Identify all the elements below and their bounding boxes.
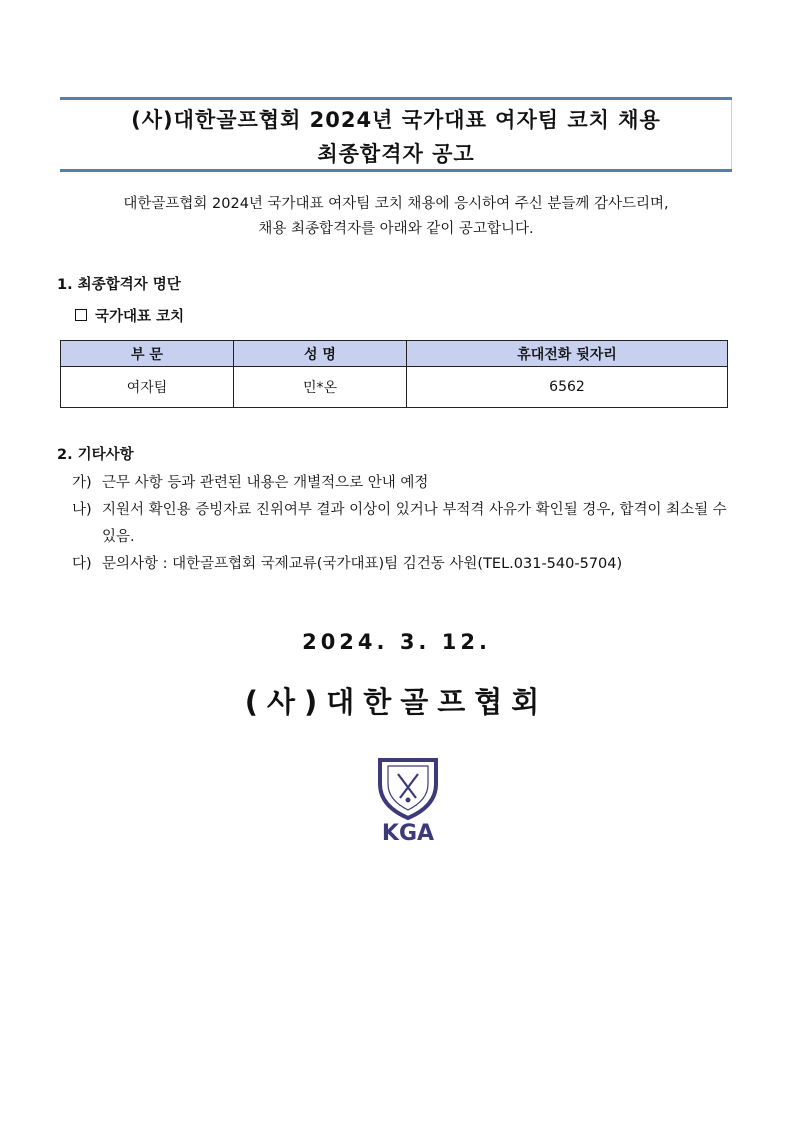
header-phone-suffix: 휴대전화 뒷자리 [407, 341, 728, 367]
intro-line1: 대한골프협회 2024년 국가대표 여자팀 코치 채용에 응시하여 주신 분들께 감사드리며, [123, 196, 669, 212]
intro-paragraph [60, 192, 732, 242]
header-name: 성 명 [234, 341, 407, 367]
cell-name: 민*온 [234, 367, 407, 408]
results-table [60, 340, 728, 408]
section1-heading: 1. 최종합격자 명단 [57, 277, 181, 293]
list-marker: 나) [72, 502, 92, 518]
section1-subheading [75, 305, 184, 326]
kga-logo [372, 756, 444, 844]
page-title-line2: 최종합격자 공고 [317, 142, 475, 166]
kga-emblem-icon [380, 760, 436, 818]
list-marker: 가) [72, 475, 92, 491]
list-marker: 다) [72, 556, 92, 572]
list-item [72, 470, 744, 497]
list-text: 지원서 확인용 증빙자료 진위여부 결과 이상이 있거나 부적격 사유가 확인될 경우, 합격이 최소될 수 있음. [102, 502, 727, 545]
page-title-line1: (사)대한골프협회 2024년 국가대표 여자팀 코치 채용 [131, 108, 661, 132]
list-item [72, 497, 744, 551]
organization-name: (사)대한골프협회 [244, 685, 549, 719]
list-item [72, 551, 744, 578]
header-division: 부 문 [61, 341, 234, 367]
logo-wordmark: KGA [381, 821, 435, 844]
list-text: 근무 사항 등과 관련된 내용은 개별적으로 안내 예정 [102, 475, 429, 491]
table-header-row [61, 341, 728, 367]
subheading-label: 국가대표 코치 [95, 309, 185, 325]
section2-heading: 2. 기타사항 [57, 447, 134, 463]
notes-list [72, 470, 744, 578]
list-text: 문의사항 : 대한골프협회 국제교류(국가대표)팀 김건동 사원(TEL.031-540-5704) [102, 556, 623, 572]
announcement-date: 2024. 3. 12. [302, 630, 491, 654]
intro-line2: 채용 최종합격자를 아래와 같이 공고합니다. [258, 221, 534, 237]
checkbox-square-icon [75, 309, 87, 321]
cell-division: 여자팀 [61, 367, 234, 408]
cell-phone-suffix: 6562 [407, 367, 728, 408]
table-row [61, 367, 728, 408]
title-box [60, 97, 732, 172]
